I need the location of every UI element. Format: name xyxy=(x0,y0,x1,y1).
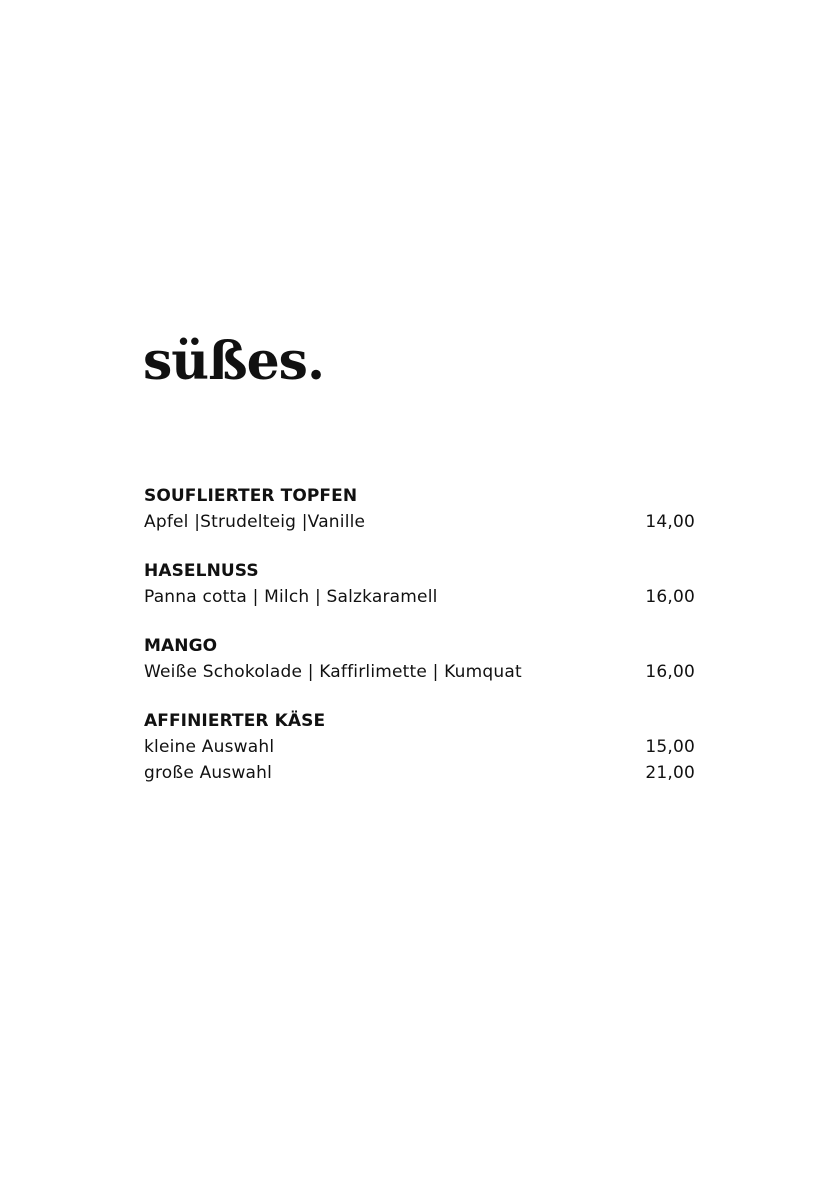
item-description: Panna cotta | Milch | Salzkaramell xyxy=(144,587,438,607)
menu-section-affinierter-kaese xyxy=(144,709,695,786)
item-price: 15,00 xyxy=(645,737,695,757)
item-description: große Auswahl xyxy=(144,763,273,783)
page-title: süßes. xyxy=(143,331,325,392)
menu-item xyxy=(144,584,695,610)
item-price: 16,00 xyxy=(645,587,695,607)
menu-section-soufliierter-topfen xyxy=(144,484,695,535)
menu-item xyxy=(144,734,695,760)
menu-item xyxy=(144,659,695,685)
menu-section-mango xyxy=(144,634,695,685)
item-price: 16,00 xyxy=(645,662,695,682)
section-heading: AFFINIERTER KÄSE xyxy=(144,711,326,731)
menu-item xyxy=(144,760,695,786)
section-heading: MANGO xyxy=(144,636,218,656)
item-description: Apfel |Strudelteig |Vanille xyxy=(144,512,366,532)
section-heading: SOUFLIERTER TOPFEN xyxy=(144,486,358,506)
dessert-menu xyxy=(144,484,695,786)
section-heading: HASELNUSS xyxy=(144,561,259,581)
menu-section-haselnuss xyxy=(144,559,695,610)
item-price: 21,00 xyxy=(645,763,695,783)
item-description: Weiße Schokolade | Kaffirlimette | Kumquat xyxy=(144,662,522,682)
item-description: kleine Auswahl xyxy=(144,737,275,757)
item-price: 14,00 xyxy=(645,512,695,532)
menu-item xyxy=(144,509,695,535)
